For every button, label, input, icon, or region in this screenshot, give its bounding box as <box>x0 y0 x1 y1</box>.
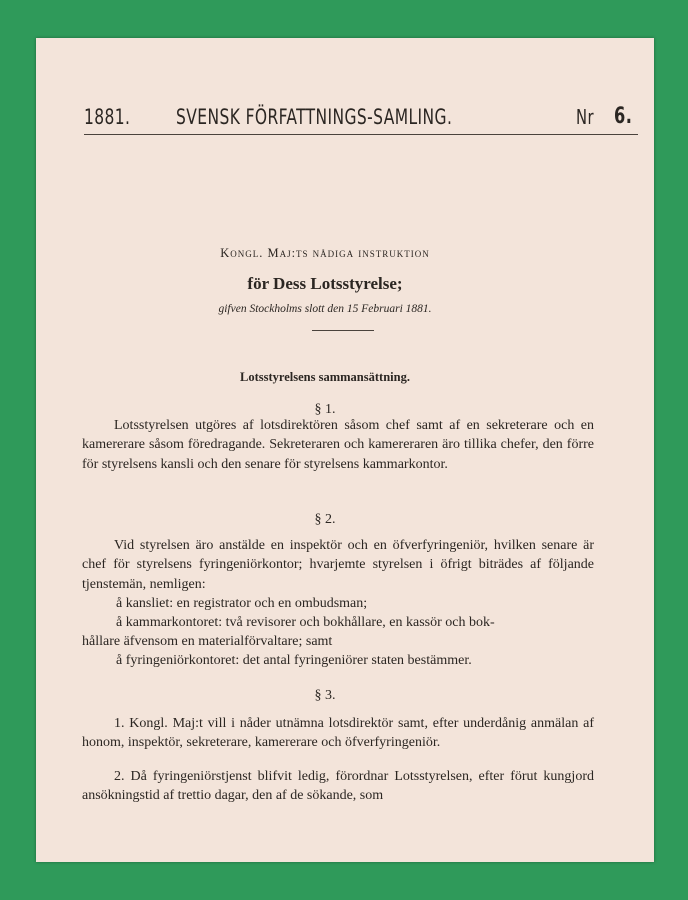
running-header <box>84 104 638 135</box>
heading-line2: för Dess Lotsstyrelse; <box>247 274 403 293</box>
section-mark-2: § 2. <box>314 512 336 527</box>
section-2-intro: Vid styrelsen äro anstälde en inspektör och en öfverfyringeniör, hvilken senare är chef för styrelsens fyringeniörkontor; hvarjemte styrelsen i öfrigt biträdes af följande tjenstemän, nemligen: <box>82 538 594 592</box>
header-number-label: Nr <box>576 105 594 129</box>
header-year: 1881. <box>84 105 131 129</box>
section-mark-1: § 1. <box>314 402 336 417</box>
section-2-item: å kansliet: en registrator och en ombudsman; <box>116 596 368 611</box>
section-2-item: å fyringeniörkontoret: det antal fyringeniörer staten bestämmer. <box>116 653 472 668</box>
section-mark-3: § 3. <box>314 688 336 703</box>
document-page <box>36 38 654 862</box>
section-title: Lotsstyrelsens sammansättning. <box>240 370 410 384</box>
heading-divider <box>312 330 374 331</box>
section-3-paragraph-1: 1. Kongl. Maj:t vill i nåder utnämna lotsdirektör samt, efter underdånig anmälan af honom, inspektör, sekreterare, kamererare och öfverfyringeniör. <box>82 716 594 751</box>
header-title: SVENSK FÖRFATTNINGS-SAMLING. <box>176 105 453 129</box>
section-3-paragraph-2: 2. Då fyringeniörstjenst blifvit ledig, förordnar Lotsstyrelsen, efter förut kungjord ansökningstid af trettio dagar, den af de sökande, som <box>82 769 594 804</box>
heading-line3: gifven Stockholms slott den 15 Februari 1881. <box>218 303 432 315</box>
section-2-item: hållare äfvensom en materialförvaltare; samt <box>82 634 333 649</box>
section-2-item: å kammarkontoret: två revisorer och bokhållare, en kassör och bok- <box>116 615 495 630</box>
section-1-text: Lotsstyrelsen utgöres af lotsdirektören såsom chef samt af en sekreterare och en kamererare såsom föredragande. Sekreteraren och kamereraren äro tillika chefer, den förre för styrelsens kansli och den senare för styrelsens kammarkontor. <box>82 418 594 472</box>
header-number: 6. <box>614 104 633 129</box>
heading-line1: Kongl. Maj:ts nådiga instruktion <box>220 246 430 260</box>
